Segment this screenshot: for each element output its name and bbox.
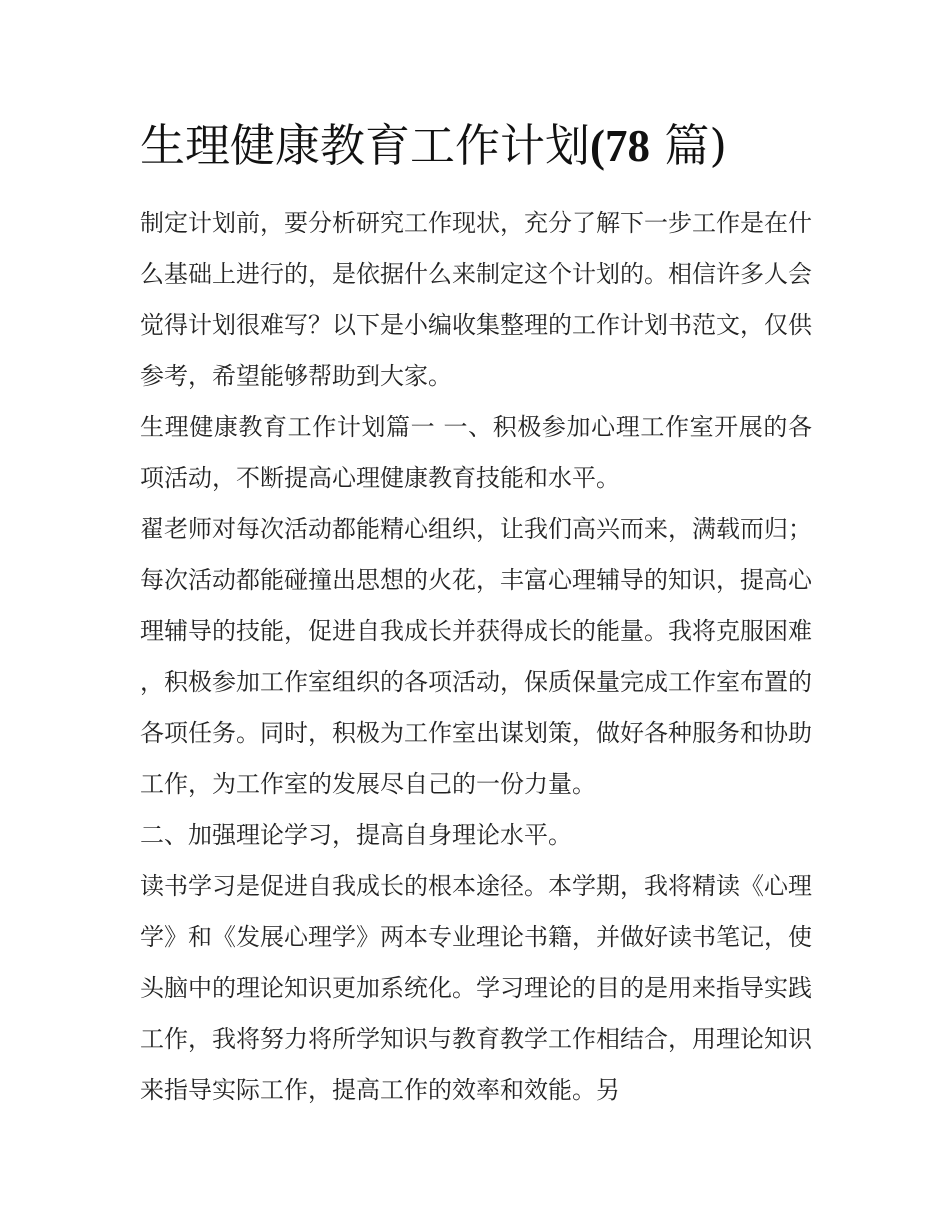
section-one-body-paragraph: 翟老师对每次活动都能精心组织，让我们高兴而来，满载而归；每次活动都能碰撞出思想的火花，丰富心理辅导的知识，提高心理辅导的技能，促进自我成长并获得成长的能量。我将克服困难，积极参加工作室组织的各项活动，保质保量完成工作室布置的各项任务。同时，积极为工作室出谋划策，做好各种服务和协助工作，为工作室的发展尽自己的一份力量。: [140, 515, 812, 798]
title-text: 生理健康教育工作计划: [140, 119, 591, 172]
title-count-suffix: 篇): [650, 119, 727, 172]
section-one-heading-paragraph: 生理健康教育工作计划篇一 一、积极参加心理工作室开展的各项活动，不断提高心理健康教育技能和水平。: [140, 413, 812, 492]
document-body: [140, 198, 812, 1116]
intro-paragraph: 制定计划前，要分析研究工作现状，充分了解下一步工作是在什么基础上进行的，是依据什么来制定这个计划的。相信许多人会觉得计划很难写？以下是小编收集整理的工作计划书范文，仅供参考，希望能够帮助到大家。: [140, 209, 812, 390]
title-count: (78: [590, 121, 651, 171]
section-two-body-paragraph: 读书学习是促进自我成长的根本途径。本学期，我将精读《心理学》和《发展心理学》两本专业理论书籍，并做好读书笔记，使头脑中的理论知识更加系统化。学习理论的目的是用来指导实践工作，我将努力将所学知识与教育教学工作相结合，用理论知识来指导实际工作，提高工作的效率和效能。另: [140, 872, 812, 1104]
section-two-heading-paragraph: 二、加强理论学习，提高自身理论水平。: [140, 821, 572, 849]
document-title: [140, 116, 840, 176]
